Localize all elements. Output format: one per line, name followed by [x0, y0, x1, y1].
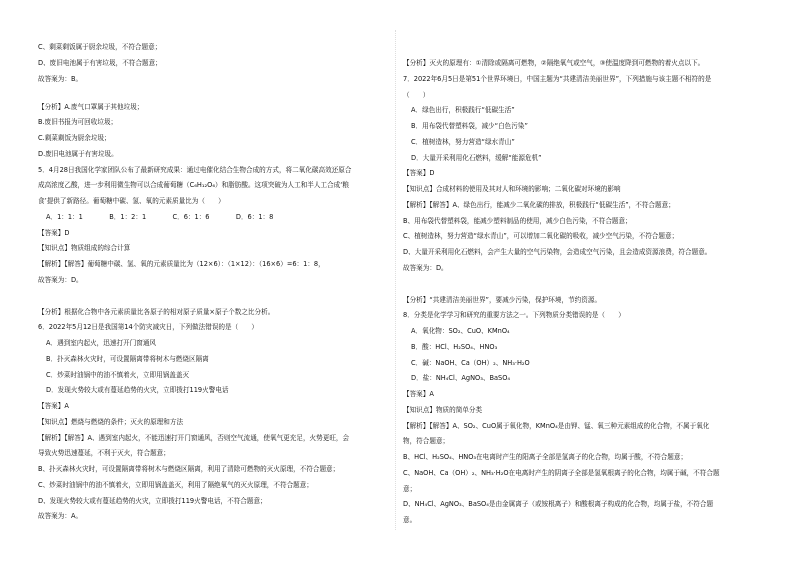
text-line: 物，符合题意；	[403, 437, 450, 445]
text-line: 【解析】【解答】A、绿色出行，能减少二氧化碳的排放，积极践行“低碳生活”，不符合题意；	[403, 201, 675, 209]
text-line: 故答案为：A。	[38, 512, 83, 520]
text-line: 【知识点】物质的简单分类	[403, 406, 483, 414]
text-line: 【答案】A	[38, 402, 69, 410]
text-line: 【答案】D	[403, 169, 435, 177]
text-line: C.剩菜剩饭为厨余垃圾；	[38, 134, 111, 142]
text-line: A．1：1：1 B．1：2：1 C．6：1：6 D．6：1：8	[46, 213, 274, 221]
text-line: 【分析】根据化合物中各元素质量比各原子的相对原子质量×原子个数之比分析。	[38, 308, 275, 316]
column-divider	[395, 30, 396, 530]
text-line: C、植树造林，努力营造“绿水青山”，可以增加二氧化碳的吸收，减少空气污染，不符合题意；	[403, 232, 679, 240]
text-line: 导致火势迅速蔓延，不利于灭火，符合题意；	[38, 449, 170, 457]
text-line: C．炒菜时油锅中的油不慎着火，立即用锅盖盖灭	[46, 371, 190, 379]
text-line: B.废旧书报为可回收垃圾；	[38, 118, 118, 126]
text-line: B、扑灭森林火灾时，可设置隔离带将树木与燃烧区隔离，利用了清除可燃物的灭火原理，不符合题意；	[38, 465, 340, 473]
text-line: D、NH₄Cl、AgNO₃、BaSO₄是由金属离子（或铵根离子）和酸根离子构成的化合物，均属于盐，不符合题	[403, 500, 714, 508]
text-line: B、用布袋代替塑料袋，能减少塑料制品的使用，减少白色污染，不符合题意；	[403, 217, 632, 225]
text-line: D．大量开采利用化石燃料，缓解“能源危机”	[411, 154, 542, 162]
text-line: C、炒菜时油锅中的油不慎着火，立即用锅盖盖灭，利用了隔绝氧气的灭火原理，不符合题意；	[38, 481, 313, 489]
text-line: D．发现火势较大或有蔓延趋势的火灾，立即拨打119火警电话	[46, 386, 229, 394]
text-line: B．酸：HCl、H₂SO₄、HNO₃	[411, 343, 498, 351]
text-line: D、废旧电池属于有害垃圾，不符合题意；	[38, 59, 162, 67]
text-line: 8．分类是化学学习和研究的重要方法之一。下列物质分类错误的是（ ）	[403, 311, 625, 319]
text-line: 【答案】A	[403, 390, 434, 398]
text-line: B．用布袋代替塑料袋，减少“白色污染”	[411, 122, 528, 130]
text-line: D、大量开采利用化石燃料，会产生大量的空气污染物，会造成空气污染，且会造成资源浪费，符合题意。	[403, 248, 712, 256]
text-line: B、HCl、H₂SO₄、HNO₃在电离时产生的阳离子全部是氢离子的化合物，均属于酸，不符合题意；	[403, 453, 688, 461]
text-line: 【知识点】合成材料的使用及其对人和环境的影响；二氧化碳对环境的影响	[403, 185, 621, 193]
text-line: C、剩菜剩饭属于厨余垃圾，不符合题意；	[38, 43, 162, 51]
text-line: 【分析】“共建清洁美丽世界”，要减少污染，保护环境，节约资源。	[403, 296, 602, 304]
text-line: （ ）	[403, 91, 430, 99]
text-line: C．碱：NaOH、Ca（OH）₂、NH₃·H₂O	[411, 359, 530, 367]
text-line: B．扑灭森林火灾时，可设置隔离带将树木与燃烧区隔离	[46, 355, 209, 363]
text-line: 食’提供了新路径。葡萄糖中碳、氢、氧的元素质量比为（ ）	[38, 197, 225, 205]
text-line: 6．2022年5月12日是我国第14个防灾减灾日，下列做法错误的是（ ）	[38, 323, 258, 331]
text-line: 【答案】D	[38, 229, 70, 237]
text-line: 【解析】【解答】A、SO₂、CuO属于氧化物，KMnO₄是由钾、锰、氧三种元素组成的化合物，不属于氧化	[403, 422, 710, 430]
text-line: 5．4月28日我国化学家团队公布了最新研究成果：通过电催化结合生物合成的方式，将二氧化碳高效还原合	[38, 166, 352, 174]
text-line: 意；	[403, 485, 417, 493]
text-line: 成高浓度乙酸，进一步利用微生物可以合成葡萄糖（C₆H₁₂O₆）和脂肪酸。这项突破为人工和半人工合成‘粮	[38, 181, 349, 189]
text-line: 故答案为：D。	[403, 264, 448, 272]
text-line: 意。	[403, 516, 417, 524]
text-line: 7．2022年6月5日是第51个世界环境日，中国主题为“共建清洁美丽世界”，下列措施与该主题不相符的是	[403, 75, 712, 83]
text-line: C．植树造林，努力营造“绿水青山”	[411, 138, 515, 146]
text-line: A．遇到室内起火，迅速打开门窗通风	[46, 339, 157, 347]
text-line: D.废旧电池属于有害垃圾。	[38, 150, 118, 158]
text-line: 故答案为：D。	[38, 276, 83, 284]
text-line: D、发现火势较大或有蔓延趋势的火灾，立即拨打119火警电话，不符合题意；	[38, 497, 267, 505]
text-line: 故答案为：B。	[38, 75, 83, 83]
text-line: 【解析】【解答】葡萄糖中碳、氢、氧的元素质量比为（12×6）：（1×12）：（16×6）=6：1：8，	[38, 260, 325, 268]
text-line: 【知识点】物质组成的综合计算	[38, 244, 131, 252]
text-line: D．盐：NH₄Cl、AgNO₃、BaSO₄	[411, 374, 511, 382]
text-line: 【分析】A.废气口罩属于其他垃圾；	[38, 103, 144, 111]
text-line: A．氧化物：SO₂、CuO、KMnO₄	[411, 327, 510, 335]
text-line: 【解析】【解答】A、遇到室内起火，不能迅速打开门窗通风，否则空气流通，使氧气更充足，火势更旺，会	[38, 434, 350, 442]
text-line: 【知识点】燃烧与燃烧的条件；灭火的原理和方法	[38, 418, 184, 426]
text-line: 【分析】灭火的原理有：①清除或隔离可燃物，②隔绝氧气或空气，③使温度降到可燃物的着火点以下。	[403, 59, 705, 67]
text-line: C、NaOH、Ca（OH）₂、NH₃·H₂O在电离时产生的阴离子全部是氢氧根离子的化合物，均属于碱，不符合题	[403, 469, 720, 477]
text-line: A．绿色出行，积极践行“低碳生活”	[411, 106, 515, 114]
